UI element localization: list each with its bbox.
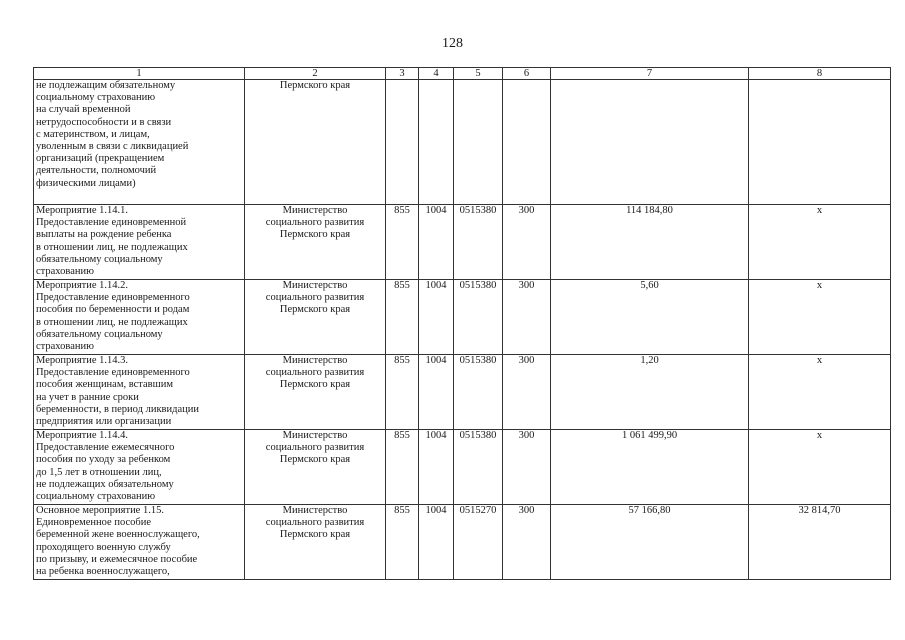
code-cell: 855 bbox=[386, 505, 419, 580]
column-header: 6 bbox=[503, 68, 551, 80]
measure-name-cell: Мероприятие 1.14.2. Предоставление единовременного пособия по беременности и родам в отношении лиц, не подлежащих обязательному социальному страхованию bbox=[34, 280, 245, 355]
responsible-cell: Пермского края bbox=[245, 80, 386, 205]
column-header: 5 bbox=[454, 68, 503, 80]
column-header: 8 bbox=[749, 68, 891, 80]
responsible-cell: Министерство социального развития Пермского края bbox=[245, 430, 386, 505]
amount-cell: 114 184,80 bbox=[551, 205, 749, 280]
measure-name-cell: не подлежащим обязательному социальному страхованию на случай временной нетрудоспособности и в связи с материнством, и лицам, уволенным в связи с ликвидацией организаций (прекращением деятельности, полномочий физическими лицами) bbox=[34, 80, 245, 205]
code-cell: 300 bbox=[503, 205, 551, 280]
amount-cell: x bbox=[749, 430, 891, 505]
code-cell bbox=[454, 80, 503, 205]
responsible-cell: Министерство социального развития Пермского края bbox=[245, 205, 386, 280]
column-header: 3 bbox=[386, 68, 419, 80]
code-cell: 1004 bbox=[419, 280, 454, 355]
code-cell: 300 bbox=[503, 430, 551, 505]
amount-cell: 5,60 bbox=[551, 280, 749, 355]
amount-cell: 1 061 499,90 bbox=[551, 430, 749, 505]
budget-table bbox=[33, 67, 891, 580]
table-row bbox=[34, 505, 891, 580]
amount-cell bbox=[551, 80, 749, 205]
code-cell: 0515380 bbox=[454, 205, 503, 280]
column-header: 4 bbox=[419, 68, 454, 80]
code-cell: 0515380 bbox=[454, 430, 503, 505]
responsible-cell: Министерство социального развития Пермского края bbox=[245, 505, 386, 580]
amount-cell: x bbox=[749, 205, 891, 280]
code-cell: 0515380 bbox=[454, 280, 503, 355]
code-cell: 300 bbox=[503, 505, 551, 580]
measure-name-cell: Мероприятие 1.14.3. Предоставление единовременного пособия женщинам, вставшим на учет в ранние сроки беременности, в период ликвидации предприятия или организации bbox=[34, 355, 245, 430]
amount-cell: 57 166,80 bbox=[551, 505, 749, 580]
table-row bbox=[34, 355, 891, 430]
code-cell: 300 bbox=[503, 280, 551, 355]
code-cell: 0515380 bbox=[454, 355, 503, 430]
header-row bbox=[34, 68, 891, 80]
code-cell bbox=[419, 80, 454, 205]
column-header: 7 bbox=[551, 68, 749, 80]
code-cell: 1004 bbox=[419, 430, 454, 505]
code-cell: 855 bbox=[386, 280, 419, 355]
measure-name-cell: Основное мероприятие 1.15. Единовременное пособие беременной жене военнослужащего, проходящего военную службу по призыву, и ежемесячное пособие на ребенка военнослужащего, bbox=[34, 505, 245, 580]
responsible-cell: Министерство социального развития Пермского края bbox=[245, 280, 386, 355]
code-cell bbox=[503, 80, 551, 205]
amount-cell bbox=[749, 80, 891, 205]
amount-cell: 32 814,70 bbox=[749, 505, 891, 580]
amount-cell: x bbox=[749, 355, 891, 430]
measure-name-cell: Мероприятие 1.14.4. Предоставление ежемесячного пособия по уходу за ребенком до 1,5 лет в отношении лиц, не подлежащих обязательному социальному страхованию bbox=[34, 430, 245, 505]
table-row bbox=[34, 205, 891, 280]
column-header: 1 bbox=[34, 68, 245, 80]
column-header: 2 bbox=[245, 68, 386, 80]
table-row bbox=[34, 80, 891, 205]
responsible-cell: Министерство социального развития Пермского края bbox=[245, 355, 386, 430]
code-cell: 300 bbox=[503, 355, 551, 430]
code-cell: 855 bbox=[386, 355, 419, 430]
code-cell: 1004 bbox=[419, 355, 454, 430]
code-cell: 0515270 bbox=[454, 505, 503, 580]
amount-cell: 1,20 bbox=[551, 355, 749, 430]
page-number: 128 bbox=[442, 36, 463, 51]
code-cell: 855 bbox=[386, 430, 419, 505]
code-cell: 855 bbox=[386, 205, 419, 280]
measure-name-cell: Мероприятие 1.14.1. Предоставление единовременной выплаты на рождение ребенка в отношении лиц, не подлежащих обязательному социальному страхованию bbox=[34, 205, 245, 280]
table-row bbox=[34, 430, 891, 505]
code-cell: 1004 bbox=[419, 205, 454, 280]
amount-cell: x bbox=[749, 280, 891, 355]
table-row bbox=[34, 280, 891, 355]
code-cell: 1004 bbox=[419, 505, 454, 580]
code-cell bbox=[386, 80, 419, 205]
